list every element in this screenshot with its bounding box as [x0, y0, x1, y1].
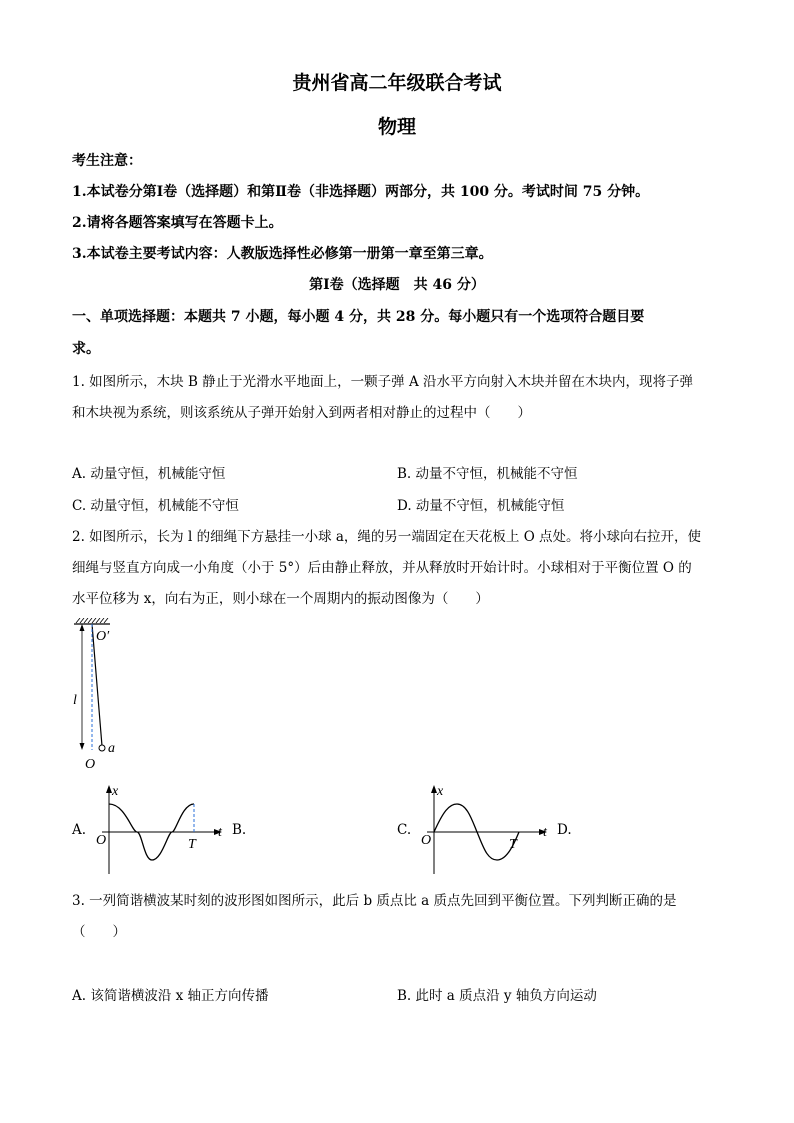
q2-graph-c: [417, 782, 557, 877]
label-a: a: [108, 741, 115, 756]
graph-a-t-label: t: [218, 825, 222, 840]
q2-stem-line2: 细绳与竖直方向成一小角度（小于 5°）后由静止释放，并从释放时开始计时。小球相对于平衡位置 O 的: [72, 560, 692, 576]
q2-option-d: D.: [557, 822, 572, 838]
q3-stem-line2: （ ）: [72, 924, 126, 940]
graph-c-t-label: t: [543, 825, 547, 840]
graph-c-origin: O: [421, 833, 432, 848]
q2-option-b: B.: [232, 822, 247, 838]
q2-stem-line3: 水平位移为 x，向右为正，则小球在一个周期内的振动图像为（ ）: [72, 591, 489, 607]
graph-a-y-label: x: [112, 784, 119, 799]
ball: [99, 745, 105, 751]
q2-option-a: A.: [72, 822, 87, 838]
note-item-2: 2.请将各题答案填写在答题卡上。: [72, 215, 283, 231]
q3-stem-line1: 3. 一列简谐横波某时刻的波形图如图所示，此后 b 质点比 a 质点先回到平衡位置。下列判断正确的是: [72, 893, 677, 909]
q2-stem-line1: 2. 如图所示，长为 l 的细绳下方悬挂一小球 a，绳的另一端固定在天花板上 O 点处。将小球向右拉开，使: [72, 529, 702, 545]
section-heading-line1: 一、单项选择题：本题共 7 小题，每小题 4 分，共 28 分。每小题只有一个选项符合题目要: [72, 309, 645, 325]
notes-heading: 考生注意：: [72, 153, 142, 169]
graph-c-y-label: x: [437, 784, 444, 799]
ceiling-hatch: [76, 618, 108, 623]
subject-title: 物理: [377, 116, 416, 138]
label-l: l: [73, 693, 77, 708]
section-heading-line2: 求。: [72, 341, 100, 357]
label-o: O: [85, 757, 96, 772]
q1-option-d: D. 动量不守恒，机械能守恒: [397, 498, 565, 514]
graph-c-period: T: [509, 837, 517, 852]
q1-stem-line1: 1. 如图所示，木块 B 静止于光滑水平地面上，一颗子弹 A 沿水平方向射入木块并留在木块内，现将子弹: [72, 374, 694, 390]
q1-option-a: A. 动量守恒，机械能守恒: [72, 466, 226, 482]
exam-title: 贵州省高二年级联合考试: [292, 72, 502, 94]
q3-option-a: A. 该简谐横波沿 x 轴正方向传播: [72, 988, 269, 1004]
label-o-prime: O′: [96, 629, 110, 644]
q1-option-b: B. 动量不守恒，机械能不守恒: [397, 466, 578, 482]
graph-a-period: T: [188, 837, 196, 852]
graph-a-origin: O: [96, 833, 107, 848]
part1-heading: 第Ⅰ卷（选择题 共 46 分）: [309, 277, 485, 293]
q1-option-c: C. 动量守恒，机械能不守恒: [72, 498, 239, 514]
q2-option-c: C.: [397, 822, 412, 838]
note-item-1: 1.本试卷分第Ⅰ卷（选择题）和第Ⅱ卷（非选择题）两部分，共 100 分。考试时间 75 分钟。: [72, 184, 650, 200]
pendulum-figure: [66, 618, 136, 778]
note-item-3: 3.本试卷主要考试内容：人教版选择性必修第一册第一章至第三章。: [72, 246, 493, 262]
q1-stem-line2: 和木块视为系统，则该系统从子弹开始射入到两者相对静止的过程中（ ）: [72, 405, 531, 421]
q3-option-b: B. 此时 a 质点沿 y 轴负方向运动: [397, 988, 597, 1004]
q2-graph-a: [92, 782, 232, 877]
